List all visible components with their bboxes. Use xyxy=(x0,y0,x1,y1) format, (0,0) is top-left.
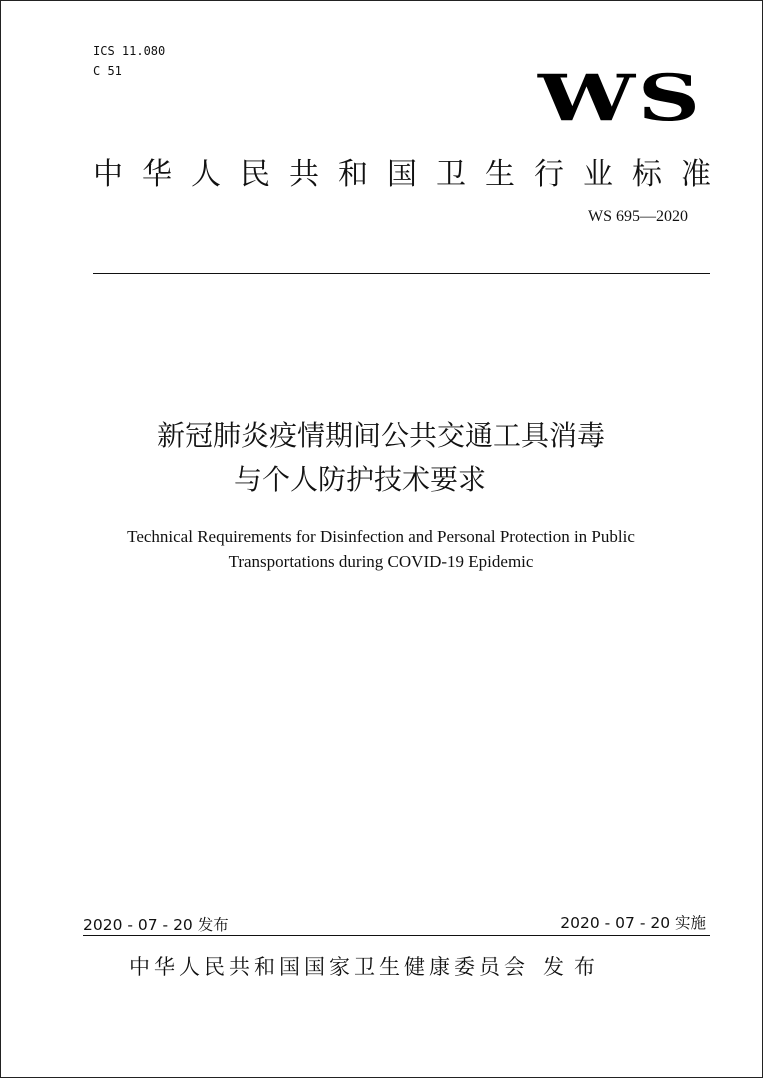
issuer-name: 中华人民共和国国家卫生健康委员会 xyxy=(129,955,529,979)
classification-codes xyxy=(93,41,165,81)
standard-type: 中华人民共和国卫生行业标准 xyxy=(93,157,730,192)
english-title-line-1: Technical Requirements for Disinfection and Personal Protection in Public xyxy=(127,527,635,546)
chinese-title-line-2: 与个人防护技术要求 xyxy=(234,463,487,496)
english-title-line-2: Transportations during COVID-19 Epidemic xyxy=(228,552,534,571)
issue-word: 发布 xyxy=(543,955,605,979)
chinese-title xyxy=(91,414,751,502)
top-divider xyxy=(93,273,710,274)
ccs-code: C 51 xyxy=(93,64,122,78)
publish-date: 2020 - 07 - 20 发布 xyxy=(83,916,229,934)
effective-date: 2020 - 07 - 20 实施 xyxy=(560,914,706,932)
chinese-title-line-1: 新冠肺炎疫情期间公共交通工具消毒 xyxy=(157,419,606,452)
issuing-authority xyxy=(129,951,605,981)
bottom-divider xyxy=(83,935,710,936)
english-title xyxy=(81,524,681,574)
ics-code: ICS 11.080 xyxy=(93,44,166,58)
standard-number: WS 695—2020 xyxy=(588,208,688,225)
ws-logo: WS xyxy=(537,60,703,136)
